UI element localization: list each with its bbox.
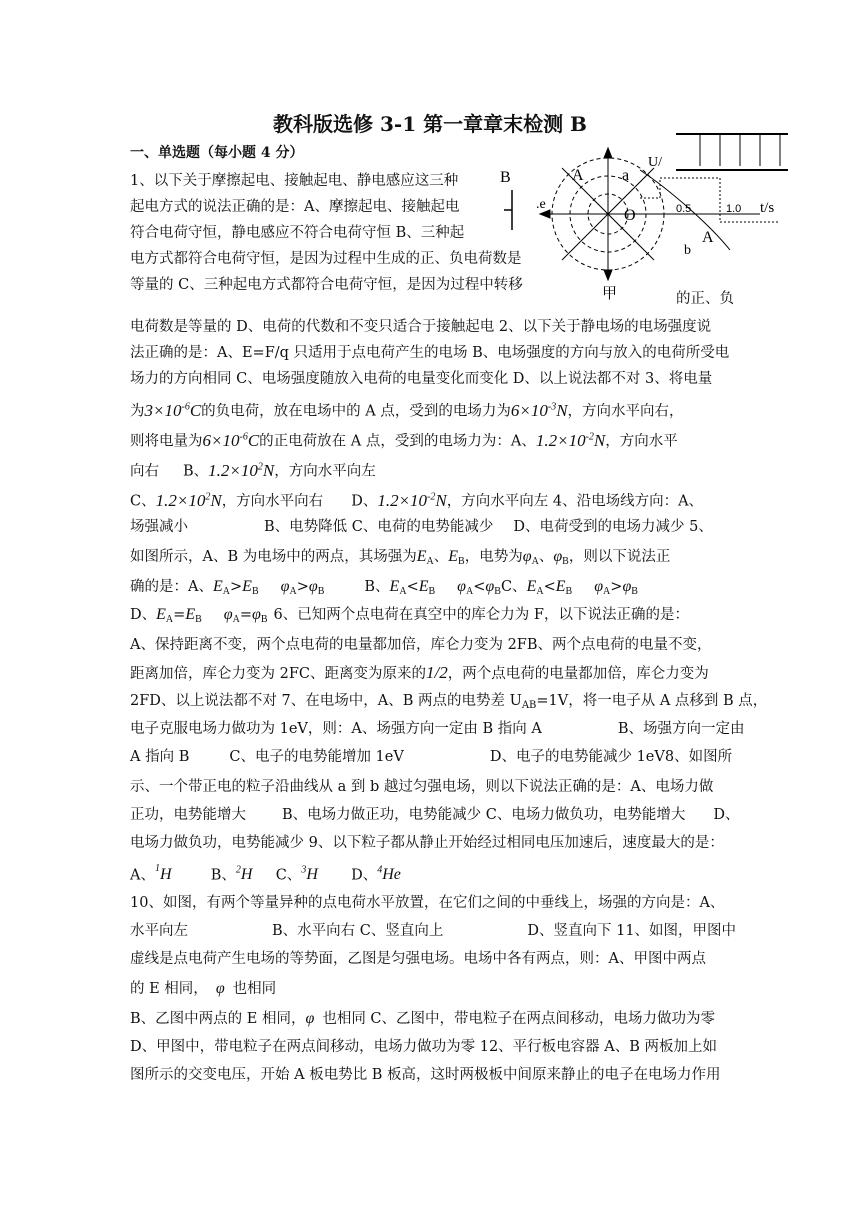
q9-options: A、$^1$H B、$^2$H C、$^3$H D、$^4$He: [130, 863, 401, 884]
q3-option-b-value: $1.2\times 10^2N$: [208, 460, 275, 480]
figure-label-o: O: [624, 207, 636, 224]
figure-label-e: .e: [536, 197, 546, 212]
text-line-q8a: 示、一个带正电的粒子沿曲线从 a 到 b 越过匀强电场，则以下说法正确的是：A、电场力做: [130, 779, 714, 795]
q3-option-d-value: $1.2\times 10^{-2}N$: [377, 490, 447, 510]
text-line-q6a: A、保持距离不变，两个点电荷的电量都加倍，库仑力变为 2FB、两个点电荷的电量不变，: [130, 637, 712, 653]
figure-axis-ts: t/s: [760, 200, 775, 216]
q3-line-4: C、$1.2\times 10^2N$，方向水平向右 D、$1.2\times 10^{-2}N$，方向水平向左 4、沿电场线方向：A、: [130, 490, 704, 510]
q3-text-1: 的负电荷，放在电场中的 A 点，受到的电场力为: [201, 403, 511, 420]
q3-option-a-value: $1.2\times 10^{-2}N$: [535, 430, 606, 450]
text-line-5: 等量的 C、三种起电方式都符合电荷守恒，是因为过程中转移: [130, 277, 523, 293]
q7-line-1: 2FD、以上说法都不对 7、在电场中，A、B 两点的电势差 $U_{AB}=1V$，将一电子从 A 点移到 B 点，: [130, 693, 768, 711]
q7-line-3: A 指向 B C、电子的电势能增加 1eV D、电子的电势能减少 1eV8、如图所: [130, 749, 733, 765]
q5-line-1: 如图所示，A、B 为电场中的两点，其场强为$E_A$、$E_B$，电势为$\varphi_A$、$\varphi_B$，则以下说法正: [130, 548, 671, 567]
text-line-q10a: 10、如图，有两个等量异种的点电荷水平放置，在它们之间的中垂线上，场强的方向是：A、: [130, 895, 725, 911]
text-line-q8c: 电场力做负功，电势能减少 9、以下粒子都从静止开始经过相同电压加速后，速度最大的是：: [130, 835, 724, 851]
text-line-6: 电荷数是等量的 D、电荷的代数和不变只适合于接触起电 2、以下关于静电场的电场强度说: [130, 319, 712, 335]
text-line-5b: 的正、负: [676, 291, 734, 307]
uniform-field: [640, 134, 788, 250]
text-line-3: 符合电荷守恒，静电感应不符合电荷守恒 B、三种起: [130, 225, 465, 241]
figure-label-a-left: A: [572, 167, 584, 184]
text-line-q12b: 图所示的交变电压，开始 A 板电势比 B 板高，这时两极板中间原来静止的电子在电场力作用: [130, 1067, 721, 1083]
q3-option-c-value: $1.2\times 10^2N$: [155, 490, 222, 510]
figure-composite: [490, 130, 790, 300]
figure-label-jia: 甲: [602, 284, 618, 300]
figure-label-a-lower: A: [702, 229, 714, 246]
text-line-8: 场力的方向相同 C、电场强度随放入电荷的电量变化而变化 D、以上说法都不对 3、将电量: [130, 371, 713, 387]
figure-tick-10: 1.0: [726, 203, 742, 215]
q5-line-3: D、$E_A=E_B$ $\varphi_A=\varphi_B$ 6、已知两个点电荷在真空中的库仑力为 F，以下说法正确的是：: [130, 606, 689, 625]
q3-charge-neg: $3\times 10^{-6}C$: [144, 400, 202, 420]
q7-line-2: 电子克服电场力做功为 1eV，则：A、场强方向一定由 B 指向 A B、场强方向一定由: [130, 721, 745, 737]
q3-line-1: [130, 398, 684, 421]
q8-line-2: 正功，电势能增大 B、电场力做正功，电势能减少 C、电场力做负功，电势能增大 D、: [130, 807, 740, 823]
q3-for: 为: [130, 403, 145, 420]
figure-label-b: B: [500, 169, 511, 186]
q11-line-3: B、乙图中两点的 E 相同，φ 也相同 C、乙图中，带电粒子在两点间移动，电场力做功为零: [130, 1010, 716, 1027]
q6-line-2: 距离加倍，库仑力变为 2FC、距离变为原来的1/2，两个点电荷的电量都加倍，库仑力变为: [130, 663, 709, 682]
figure-label-u: U/: [648, 155, 662, 170]
q3-charge-pos: $6\times 10^{-6}C$: [202, 430, 260, 450]
text-line-4: 电方式都符合电荷守恒，是因为过程中生成的正、负电荷数是: [130, 251, 522, 267]
q6-fraction: 1/2: [426, 663, 448, 682]
q11-line-2: 的 E 相同， φ 也相同: [130, 980, 277, 997]
figure-label-b-lower: b: [684, 243, 691, 258]
q3-text-2: ，方向水平向右，: [567, 403, 684, 420]
figure-tick-05: 0.5: [676, 203, 692, 215]
text-line-7: 法正确的是：A、E=F/q 只适用于点电荷产生的电场 B、电场强度的方向与放入的电荷所受电: [130, 345, 730, 361]
text-line-q11a: 虚线是点电荷产生电场的等势面，乙图是匀强电场。电场中各有两点，则：A、甲图中两点: [130, 951, 706, 967]
q4-line: 场强减小 B、电势降低 C、电荷的电势能减少 D、电荷受到的电场力减少 5、: [130, 519, 713, 535]
q3-line-3: 向右 B、$1.2\times 10^2N$，方向水平向左: [130, 460, 376, 480]
section-heading: 一、单选题（每小题 4 分）: [130, 145, 304, 161]
q10-line-2: 水平向左 B、水平向右 C、竖直向上 D、竖直向下 11、如图，甲图中: [130, 923, 737, 939]
q5-line-2: 确的是：A、$E_A>E_B$ $\varphi_A>\varphi_B$ B、$E_A<E_B$ $\varphi_A<\varphi_BC$、$E_A<E_B$ $\varphi_A>\varphi_B$: [130, 578, 638, 597]
q3-force: $6\times 10^{-3}N$: [510, 400, 568, 420]
text-line-2: 起电方式的说法正确的是：A、摩擦起电、接触起电: [130, 199, 460, 215]
q3-line-2: 则将电量为$6\times 10^{-6}C$的正电荷放在 A 点，受到的电场力为：A、$1.2\times 10^{-2}N$，方向水平: [130, 430, 678, 450]
text-line-q11d: D、甲图中，带电粒子在两点间移动，电场力做功为零 12、平行板电容器 A、B 两板加上如: [130, 1039, 718, 1055]
figure-label-a: a: [622, 167, 630, 184]
text-line-1: 1、以下关于摩擦起电、接触起电、静电感应这三种: [130, 173, 459, 189]
page-title: 教科版选修 3-1 第一章章末检测 B: [273, 112, 587, 136]
